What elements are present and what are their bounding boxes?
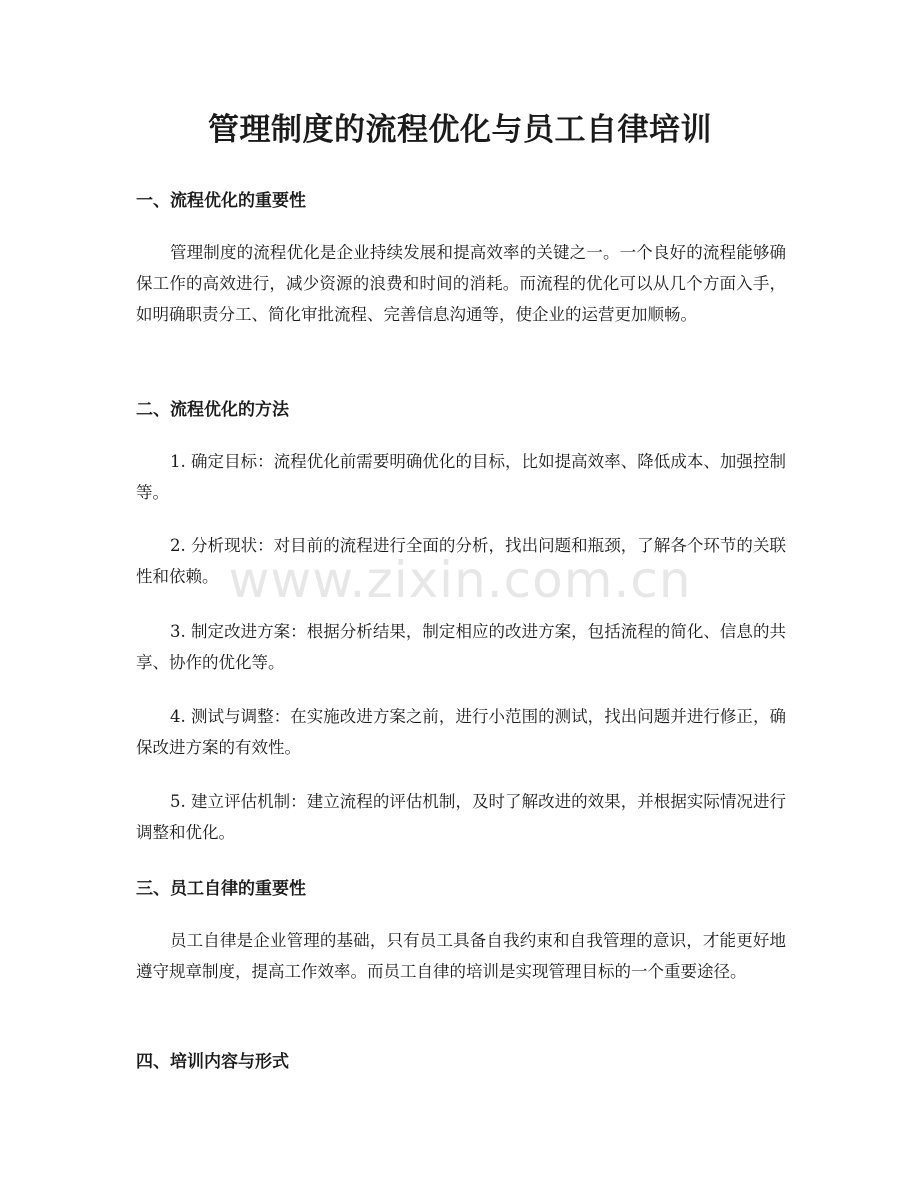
section-heading-1: 一、流程优化的重要性 [136, 191, 306, 211]
section-heading-3: 三、员工自律的重要性 [136, 879, 306, 899]
section-2-item-1: 1. 确定目标：流程优化前需要明确优化的目标，比如提高效率、降低成本、加强控制等。 [136, 452, 786, 502]
section-heading-4: 四、培训内容与形式 [136, 1052, 289, 1072]
section-3-paragraph-1: 员工自律是企业管理的基础，只有员工具备自我约束和自我管理的意识，才能更好地遵守规章制度，提高工作效率。而员工自律的培训是实现管理目标的一个重要途径。 [136, 931, 786, 981]
section-1-paragraph-1: 管理制度的流程优化是企业持续发展和提高效率的关键之一。一个良好的流程能够确保工作的高效进行，减少资源的浪费和时间的消耗。而流程的优化可以从几个方面入手，如明确职责分工、简化审批流程、完善信息沟通等，使企业的运营更加顺畅。 [136, 243, 786, 324]
watermark-text: www.zixin.com.cn [228, 551, 692, 609]
document-title: 管理制度的流程优化与员工自律培训 [208, 112, 712, 148]
section-2-item-2: 2. 分析现状：对目前的流程进行全面的分析，找出问题和瓶颈，了解各个环节的关联性和依赖。 [136, 536, 786, 586]
section-heading-2: 二、流程优化的方法 [136, 400, 289, 420]
section-2-item-4: 4. 测试与调整：在实施改进方案之前，进行小范围的测试，找出问题并进行修正，确保改进方案的有效性。 [136, 707, 786, 757]
section-2-item-5: 5. 建立评估机制：建立流程的评估机制，及时了解改进的效果，并根据实际情况进行调整和优化。 [136, 792, 786, 842]
section-2-item-3: 3. 制定改进方案：根据分析结果，制定相应的改进方案，包括流程的简化、信息的共享、协作的优化等。 [136, 622, 786, 672]
